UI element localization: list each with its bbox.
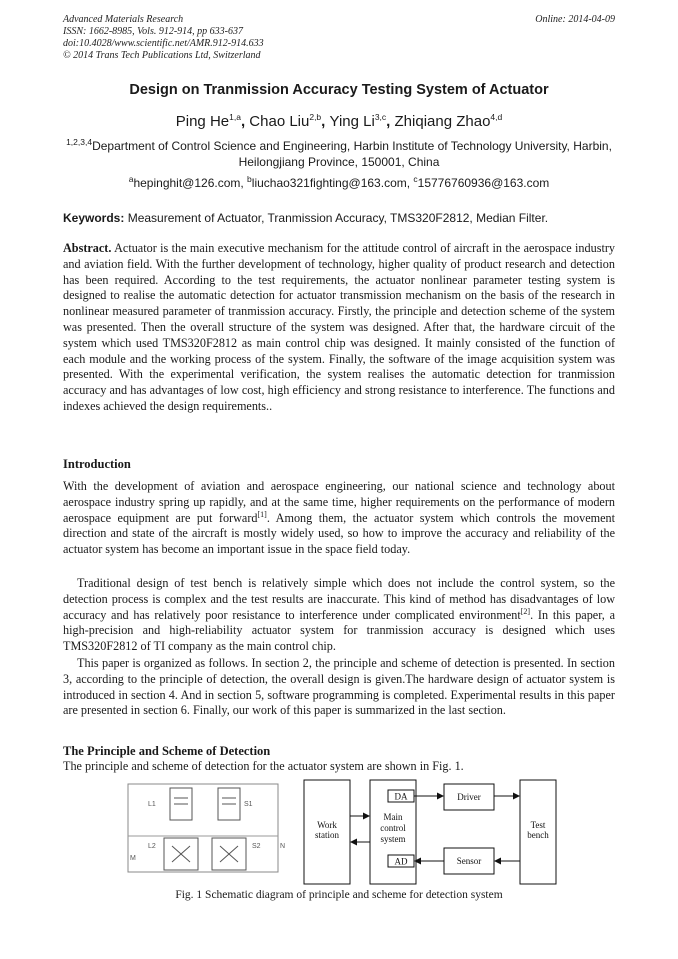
- introduction-paragraph-1: [63, 479, 615, 558]
- work-station-label: Work: [317, 820, 337, 830]
- label-l1: L1: [148, 801, 156, 808]
- ad-label: AD: [394, 856, 408, 867]
- author-sup: 2,b: [309, 112, 322, 122]
- email-sup: a: [128, 174, 134, 184]
- introduction-paragraph-3: This paper is organized as follows. In section 2, the principle and scheme of detection is presented. In section 3, according to the principle of detection, the overall design is given.The hardware design of actuator system is introduced in section 4. And in section 5, software programming is completed. Experimental results in this paper are presented in section 6. Finally, our work of this paper is summarized in the last section.: [63, 656, 615, 718]
- label-s1: S1: [244, 801, 253, 808]
- citation-ref[interactable]: [2]: [520, 606, 531, 616]
- affiliation-sup: 1,2,3,4: [66, 137, 93, 147]
- keywords-text: Measurement of Actuator, Tranmission Accuracy, TMS320F2812, Median Filter.: [124, 211, 549, 225]
- author-name: Chao Liu: [249, 113, 310, 130]
- email-sup: c: [413, 174, 418, 184]
- label-m: M: [130, 855, 136, 862]
- journal-name: Advanced Materials Research: [63, 14, 184, 25]
- principle-text: The principle and scheme of detection for the actuator system are shown in Fig. 1.: [63, 759, 464, 773]
- affiliation-text: Department of Control Science and Engineering, Harbin Institute of Technology University, Harbin, Heilongjiang Province, 150001, China: [92, 139, 612, 169]
- author-emails: [0, 175, 678, 191]
- sensor-label: Sensor: [456, 856, 482, 866]
- work-station-label: station: [315, 830, 339, 840]
- author-list: Ping He$^{1,a}$, Chao Liu$^{2,b}$, Ying Li$^{3,c}$, Zhiqiang Zhao$^{4,d}$: [175, 112, 503, 130]
- abstract-label: Abstract.: [63, 241, 112, 255]
- schematic-frame: [128, 784, 278, 872]
- actuator-schematic: [128, 784, 278, 872]
- paper-title: Design on Tranmission Accuracy Testing System of Actuator: [129, 82, 549, 98]
- figure-caption: Fig. 1 Schematic diagram of principle and scheme for detection system: [175, 889, 503, 901]
- online-date: Online: 2014-04-09: [535, 14, 615, 25]
- abstract: [63, 241, 615, 415]
- email-link[interactable]: hepinghit@126.com,: [133, 176, 248, 190]
- label-s2: S2: [252, 843, 261, 850]
- test-bench-label: Test: [530, 820, 546, 830]
- section-heading-introduction: Introduction: [63, 457, 131, 471]
- label-n: N: [280, 843, 286, 850]
- main-control-label: control: [380, 823, 406, 833]
- keywords: [63, 210, 615, 226]
- email-link[interactable]: 15776760936@163.com: [417, 176, 550, 190]
- label-l2: L2: [148, 843, 156, 850]
- journal-doi[interactable]: doi:10.4028/www.scientific.net/AMR.912-914.633: [63, 38, 264, 49]
- citation-ref[interactable]: [1]: [257, 509, 267, 519]
- main-control-label: Main: [383, 812, 403, 822]
- abstract-text: Actuator is the main executive mechanism for the attitude control of aircraft in the aerospace industry and aviation field. With the further development of technology, higher quality of product research and detection has been required. According to the test requirements, the actuator nonlinear parameter testing system is designed to realise the automatic detection for actuator transmission mechanism on the basis of the research in nonlinear measured parameter of tranmission accuracy. Firstly, the principle and detection scheme of the system was presented. Then the overall structure of the system was designed. After that, the hardware circuit of the system which used TMS320F2812 as main control chip was designed. It mainly consisted of the function of each module and the working process of the system. Finally, the software of the image acquisition system was presented. With the experimental verification, the system realises the automatic detection for tranmission accuracy and has advantages of low cost, high efficiency and strong resistance to interference. The functions and indexes achieved the design requirements..: [63, 241, 615, 413]
- author-name: Ying Li: [329, 113, 375, 130]
- author-sup: 4,d: [490, 112, 503, 122]
- affiliation: [63, 138, 615, 170]
- main-control-label: system: [380, 834, 406, 844]
- test-bench-label: bench: [527, 830, 549, 840]
- email-sup: b: [247, 174, 252, 184]
- email-link[interactable]: liuchao321fighting@163.com,: [251, 176, 414, 190]
- introduction-paragraph-2: [63, 576, 615, 655]
- figure-1-diagram: [120, 776, 560, 888]
- intro-p1-text: With the development of aviation and aerospace engineering, our national science and technology about aerospace industry spring up rapidly, and at the same time, higher requirements on the performance of modern aerospace equipment are put forward: [63, 479, 615, 525]
- journal-meta: [63, 14, 264, 62]
- journal-copyright: © 2014 Trans Tech Publications Ltd, Switzerland: [63, 50, 261, 61]
- author-name: Ping He: [175, 113, 230, 130]
- section-heading-principle: The Principle and Scheme of Detection: [63, 744, 271, 758]
- keywords-label: Keywords:: [63, 211, 125, 225]
- journal-issn: ISSN: 1662-8985, Vols. 912-914, pp 633-637: [63, 26, 243, 37]
- author-name: Zhiqiang Zhao: [394, 113, 491, 130]
- intro-p2-text-cont: . In this paper, a high-precision and high-reliability actuator system for tranmission accuracy is designed which uses TMS320F2812 of TI company as the main control chip.: [63, 607, 615, 654]
- author-sup: 1,a: [229, 112, 241, 122]
- intro-p2-text: Traditional design of test bench is relatively simple which does not include the control system, so the detection process is complex and the test results are inaccurate. This kind of method has disadvantages of low accuracy and has relatively poor resistance to interference under complicated environment: [63, 576, 615, 622]
- intro-p1-text-cont: . Among them, the actuator system which controls the movement direction and state of the aircraft is mostly widely used, so how to improve the accuracy and reliability of the actuator system has become an important issue in the space field today.: [63, 510, 615, 557]
- da-label: DA: [394, 791, 408, 802]
- driver-label: Driver: [457, 792, 481, 802]
- author-sup: 3,c: [374, 112, 387, 122]
